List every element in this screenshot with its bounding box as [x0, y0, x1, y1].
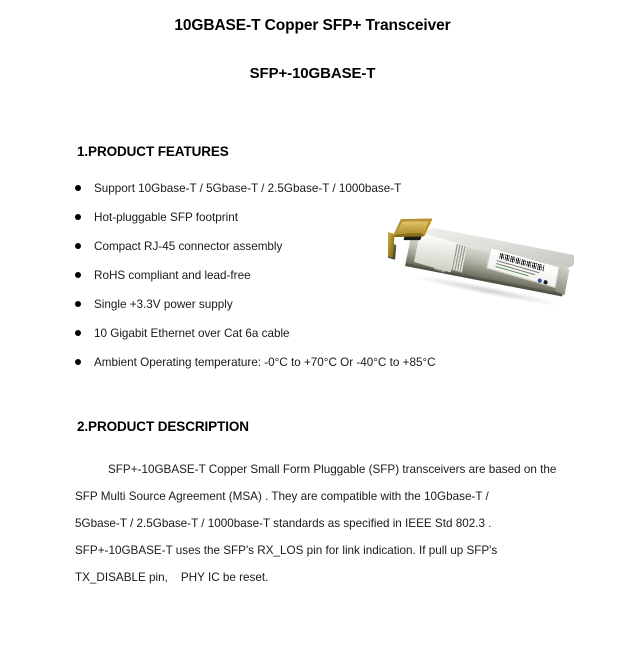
paragraph-line: 5Gbase-T / 2.5Gbase-T / 1000base-T standards as specified in IEEE Std 802.3 .	[75, 517, 492, 530]
bullet-icon	[75, 359, 81, 365]
list-item	[74, 180, 494, 209]
list-item	[74, 354, 494, 383]
certification-mark-icon	[538, 278, 542, 282]
feature-text: 10 Gigabit Ethernet over Cat 6a cable	[94, 327, 290, 340]
feature-text: Ambient Operating temperature: -0°C to +70°C Or -40°C to +85°C	[94, 356, 436, 369]
product-description-text	[75, 456, 555, 591]
bullet-icon	[75, 301, 81, 307]
feature-text: Single +3.3V power supply	[94, 298, 233, 311]
product-image	[388, 212, 574, 314]
bullet-icon	[75, 214, 81, 220]
paragraph-line: SFP Multi Source Agreement (MSA) . They are compatible with the 10Gbase-T /	[75, 490, 489, 503]
bullet-icon	[75, 330, 81, 336]
bullet-icon	[75, 185, 81, 191]
feature-text: Hot-pluggable SFP footprint	[94, 211, 239, 224]
paragraph-line: SFP+-10GBASE-T uses the SFP's RX_LOS pin for link indication. If pull up SFP's	[75, 544, 498, 557]
product-description-heading: 2.PRODUCT DESCRIPTION	[77, 419, 249, 434]
document-subtitle: SFP+-10GBASE-T	[249, 65, 376, 82]
document-title: 10GBASE-T Copper SFP+ Transceiver	[174, 17, 451, 34]
list-item	[74, 325, 494, 354]
bullet-icon	[75, 272, 81, 278]
paragraph-line: SFP+-10GBASE-T Copper Small Form Pluggable (SFP) transceivers are based on the	[108, 463, 557, 476]
feature-text: RoHS compliant and lead-free	[94, 269, 251, 282]
product-image-stage	[388, 212, 574, 314]
feature-text: Support 10Gbase-T / 5Gbase-T / 2.5Gbase-T / 1000base-T	[94, 182, 402, 195]
bullet-icon	[75, 243, 81, 249]
paragraph-line: TX_DISABLE pin, PHY IC be reset.	[75, 571, 269, 584]
feature-text: Compact RJ-45 connector assembly	[94, 240, 283, 253]
certification-mark-icon	[543, 280, 547, 284]
product-features-heading: 1.PRODUCT FEATURES	[77, 144, 229, 159]
